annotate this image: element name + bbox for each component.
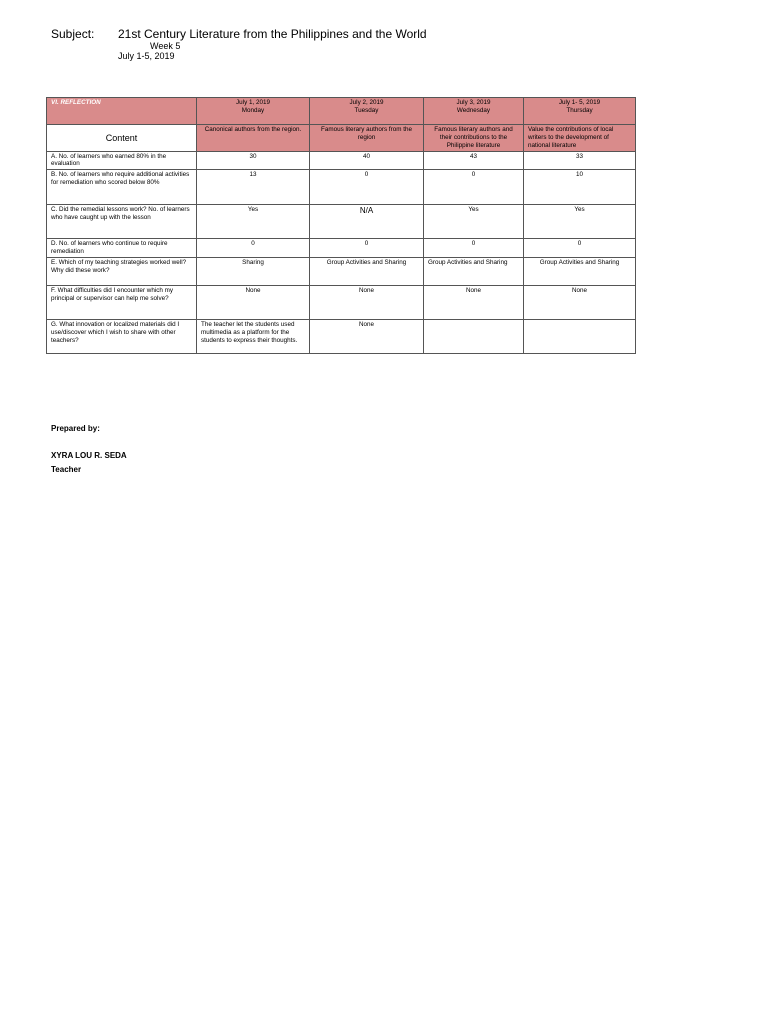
table-cell: Group Activities and Sharing (524, 258, 636, 286)
table-cell: 0 (424, 239, 524, 258)
table-cell: None (424, 286, 524, 320)
prepared-by-label: Prepared by: (51, 424, 100, 433)
table-cell: 30 (197, 151, 310, 170)
teacher-name: XYRA LOU R. SEDA (51, 451, 127, 460)
table-cell: Yes (424, 205, 524, 239)
day-weekday: Thursday (566, 106, 593, 114)
table-row (47, 151, 636, 170)
table-cell: 10 (524, 170, 636, 205)
table-cell: 0 (524, 239, 636, 258)
table-cell: Group Activities and Sharing (310, 258, 424, 286)
table-row (47, 320, 636, 354)
day-header (197, 98, 310, 125)
table-row (47, 170, 636, 205)
table-cell: 0 (310, 239, 424, 258)
day-date: July 1, 2019 (236, 99, 270, 106)
day-header (424, 98, 524, 125)
content-cell: Famous literary authors from the region (310, 125, 424, 152)
table-row (47, 239, 636, 258)
table-cell: None (310, 286, 424, 320)
table-cell: None (524, 286, 636, 320)
row-label: A. No. of learners who earned 80% in the evaluation (47, 151, 197, 170)
content-cell: Value the contributions of local writers to the development of national literature (524, 125, 636, 152)
table-cell: 33 (524, 151, 636, 170)
table-cell (524, 320, 636, 354)
row-label: E. Which of my teaching strategies worked well? Why did these work? (47, 258, 197, 286)
table-cell: None (197, 286, 310, 320)
day-date: July 2, 2019 (349, 99, 384, 106)
day-header (310, 98, 424, 125)
day-weekday: Wednesday (456, 106, 491, 114)
content-row (47, 125, 636, 152)
day-date: July 1- 5, 2019 (558, 99, 601, 106)
subject-title: 21st Century Literature from the Philippines and the World (118, 27, 427, 41)
content-label: Content (47, 125, 197, 152)
table-cell: 0 (310, 170, 424, 205)
reflection-table (46, 97, 636, 354)
table-cell (424, 320, 524, 354)
table-cell: 43 (424, 151, 524, 170)
week-label: Week 5 (150, 41, 181, 51)
table-cell: 0 (424, 170, 524, 205)
table-cell: 13 (197, 170, 310, 205)
day-weekday: Tuesday (354, 106, 379, 114)
table-cell: The teacher let the students used multimedia as a platform for the students to express their thoughts. (197, 320, 310, 354)
row-label: B. No. of learners who require additional activities for remediation who scored below 80% (47, 170, 197, 205)
table-title: VI. REFLECTION (47, 98, 197, 125)
row-label: G. What innovation or localized materials did I use/discover which I wish to share with other teachers? (47, 320, 197, 354)
row-label: D. No. of learners who continue to require remediation (47, 239, 197, 258)
table-cell: 40 (310, 151, 424, 170)
date-range: July 1-5, 2019 (118, 51, 175, 61)
table-cell: N/A (310, 205, 424, 239)
content-cell: Canonical authors from the region. (197, 125, 310, 152)
table-cell: 0 (197, 239, 310, 258)
day-date: July 3, 2019 (456, 99, 491, 106)
row-label: C. Did the remedial lessons work? No. of learners who have caught up with the lesson (47, 205, 197, 239)
subject-label: Subject: (51, 27, 95, 41)
content-cell: Famous literary authors and their contributions to the Philippine literature (424, 125, 524, 152)
table-row (47, 258, 636, 286)
table-row (47, 286, 636, 320)
table-header-row (47, 98, 636, 125)
table-cell: Sharing (197, 258, 310, 286)
table-cell: Yes (197, 205, 310, 239)
table-row (47, 205, 636, 239)
day-header (524, 98, 636, 125)
day-weekday: Monday (241, 106, 265, 114)
table-cell: Group Activities and Sharing (424, 258, 524, 286)
table-cell: None (310, 320, 424, 354)
table-cell: Yes (524, 205, 636, 239)
row-label: F. What difficulties did I encounter which my principal or supervisor can help me solve? (47, 286, 197, 320)
teacher-role: Teacher (51, 465, 82, 474)
